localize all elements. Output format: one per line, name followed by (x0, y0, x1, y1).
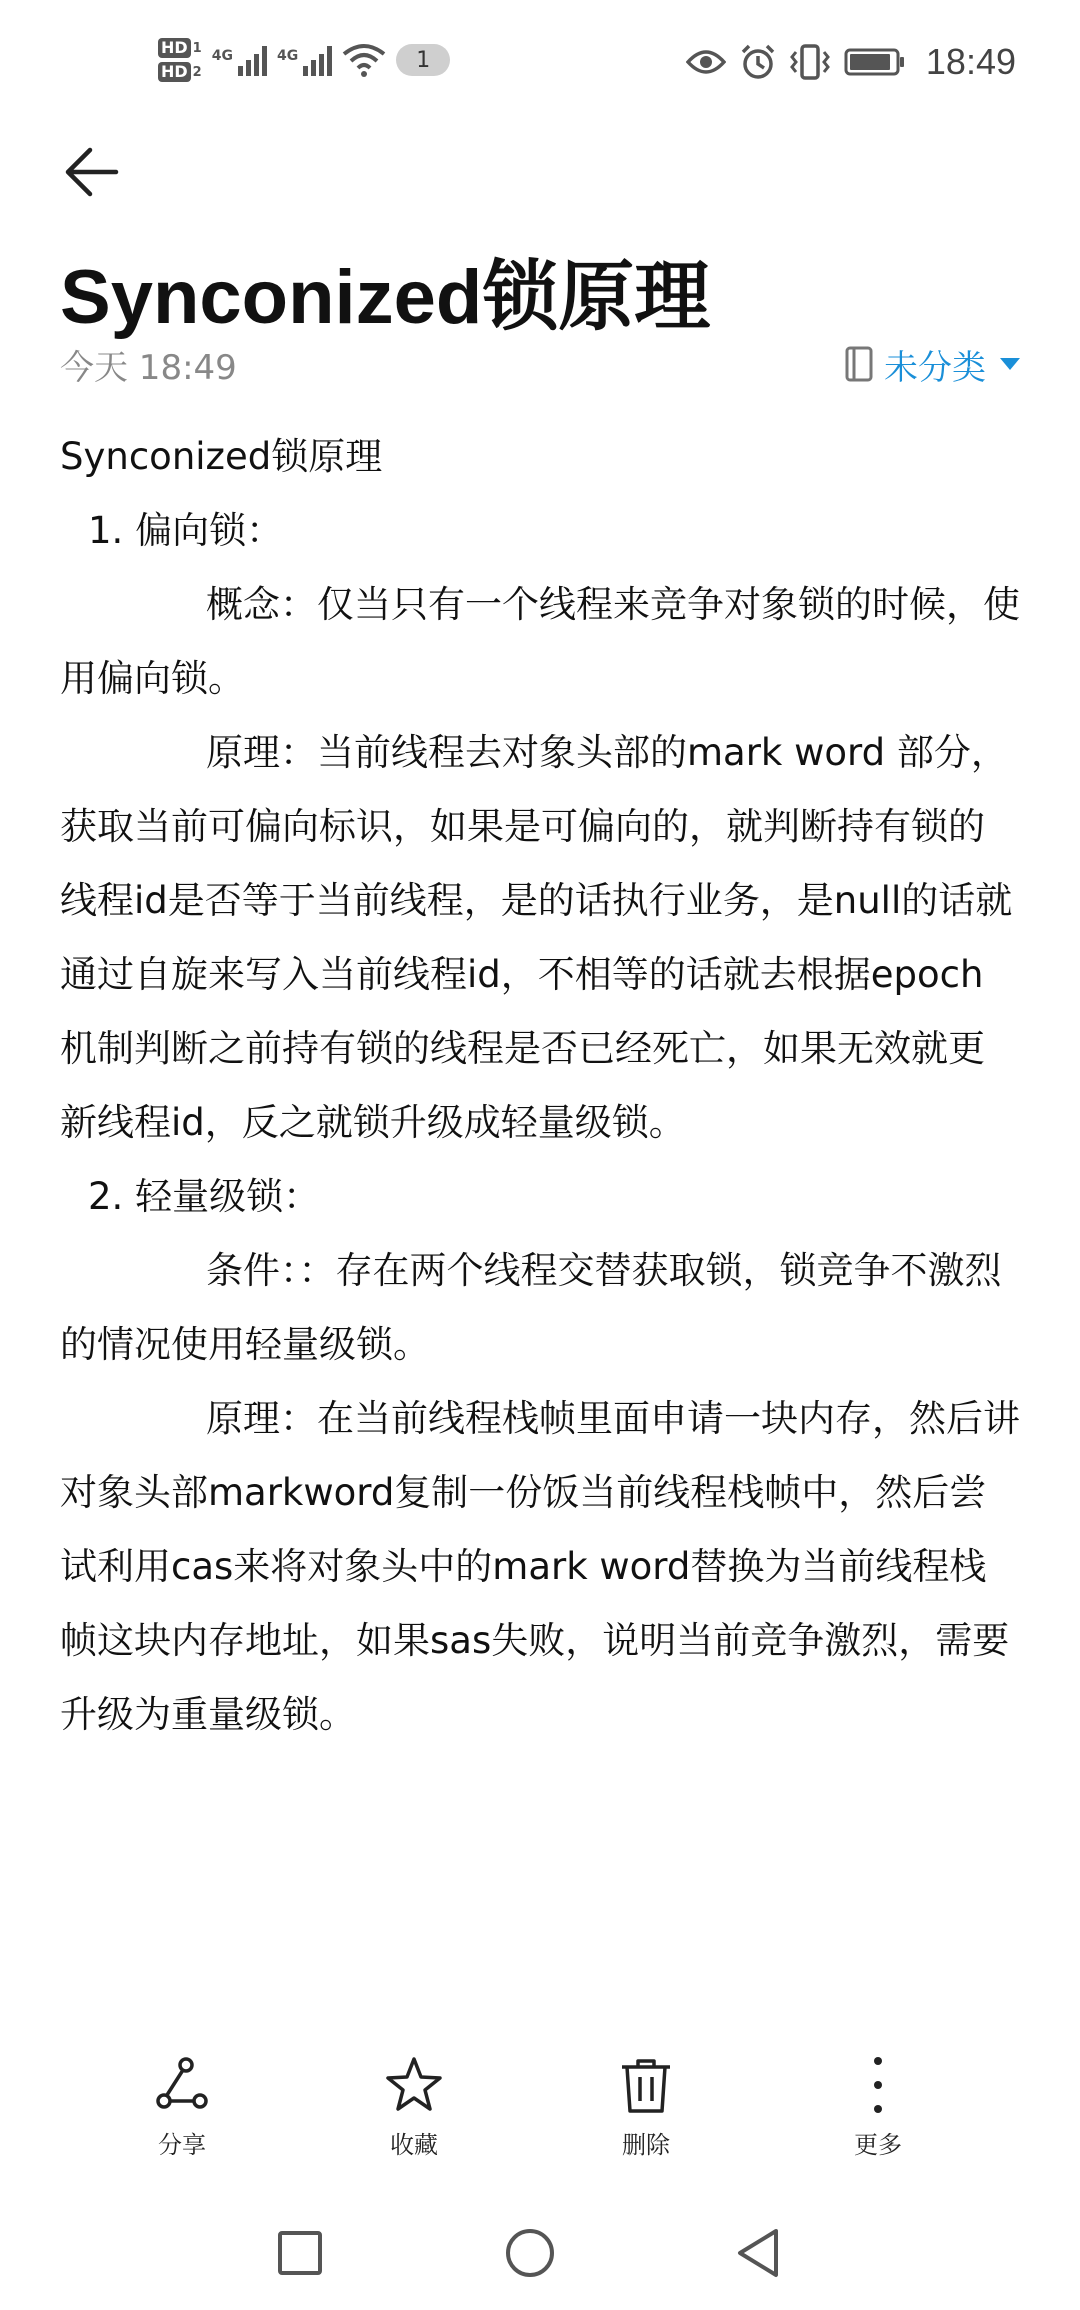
note-body[interactable] (60, 420, 1020, 1752)
notification-count-badge: 1 (396, 44, 450, 76)
share-button[interactable] (112, 2055, 252, 2160)
paragraph-principle-2: 原理：在当前线程栈帧里面申请一块内存，然后讲对象头部markword复制一份饭当前线程栈帧中，然后尝试利用cas来将对象头中的mark word替换为当前线程栈帧这块内存地址，如果sas失败，说明当前竞争激烈，需要升级为重量级锁。 (60, 1397, 1020, 1736)
home-button[interactable] (500, 2223, 560, 2283)
body-heading: Synconized锁原理 (60, 435, 383, 478)
chevron-down-icon (1000, 358, 1020, 370)
category-label: 未分类 (884, 347, 986, 388)
status-bar (0, 0, 1080, 120)
more-label: 更多 (854, 2131, 902, 2159)
vibrate-icon (790, 44, 830, 80)
note-meta-row (60, 340, 1020, 388)
favorite-label: 收藏 (390, 2131, 438, 2159)
favorite-button[interactable] (344, 2055, 484, 2160)
circle-icon (504, 2227, 556, 2279)
battery-icon (844, 48, 906, 76)
note-date: 今天 18:49 (60, 347, 237, 388)
delete-label: 删除 (622, 2131, 670, 2159)
eye-icon (686, 48, 726, 76)
hd2-indicator: HD 2 (158, 62, 202, 82)
share-label: 分享 (158, 2131, 206, 2159)
list-item-1: 1. 偏向锁： (88, 509, 284, 552)
wifi-icon (342, 42, 386, 78)
paragraph-condition: 条件：：存在两个线程交替获取锁，锁竞争不激烈的情况使用轻量级锁。 (60, 1249, 1002, 1366)
star-icon (384, 2055, 444, 2115)
status-time: 18:49 (925, 41, 1016, 82)
back-button[interactable] (56, 136, 128, 208)
paragraph-concept: 概念：仅当只有一个线程来竞争对象锁的时候，使用偏向锁。 (60, 583, 1020, 700)
list-item-2: 2. 轻量级锁： (88, 1175, 321, 1218)
triangle-back-icon (734, 2227, 782, 2279)
more-button[interactable] (808, 2055, 948, 2160)
alarm-icon (740, 44, 776, 80)
paragraph-principle-1: 原理：当前线程去对象头部的mark word 部分，获取当前可偏向标识，如果是可偏向的，就判断持有锁的线程id是否等于当前线程，是的话执行业务，是null的话就通过自旋来写入当前线程id，不相等的话就去根据epoch机制判断之前持有锁的线程是否已经死亡，如果无效就更新线程id，反之就锁升级成轻量级锁。 (60, 731, 1013, 1144)
notebook-icon (844, 346, 874, 382)
more-vertical-icon (848, 2055, 908, 2115)
signal-2-icon: 4G (277, 44, 332, 76)
signal-1-icon: 4G (212, 44, 267, 76)
status-left (158, 28, 450, 92)
status-right (686, 36, 1016, 88)
category-selector[interactable] (844, 340, 1020, 389)
note-title[interactable]: Synconized锁原理 (60, 255, 711, 340)
delete-button[interactable] (576, 2055, 716, 2160)
hd-indicators (158, 38, 202, 82)
nav-back-button[interactable] (728, 2223, 788, 2283)
square-icon (277, 2230, 323, 2276)
share-icon (152, 2055, 212, 2115)
bottom-toolbar (0, 2055, 1080, 2185)
system-nav-bar (0, 2195, 1080, 2310)
hd1-indicator: HD 1 (158, 38, 202, 58)
trash-icon (616, 2055, 676, 2115)
arrow-left-icon (62, 142, 122, 202)
recents-button[interactable] (270, 2223, 330, 2283)
